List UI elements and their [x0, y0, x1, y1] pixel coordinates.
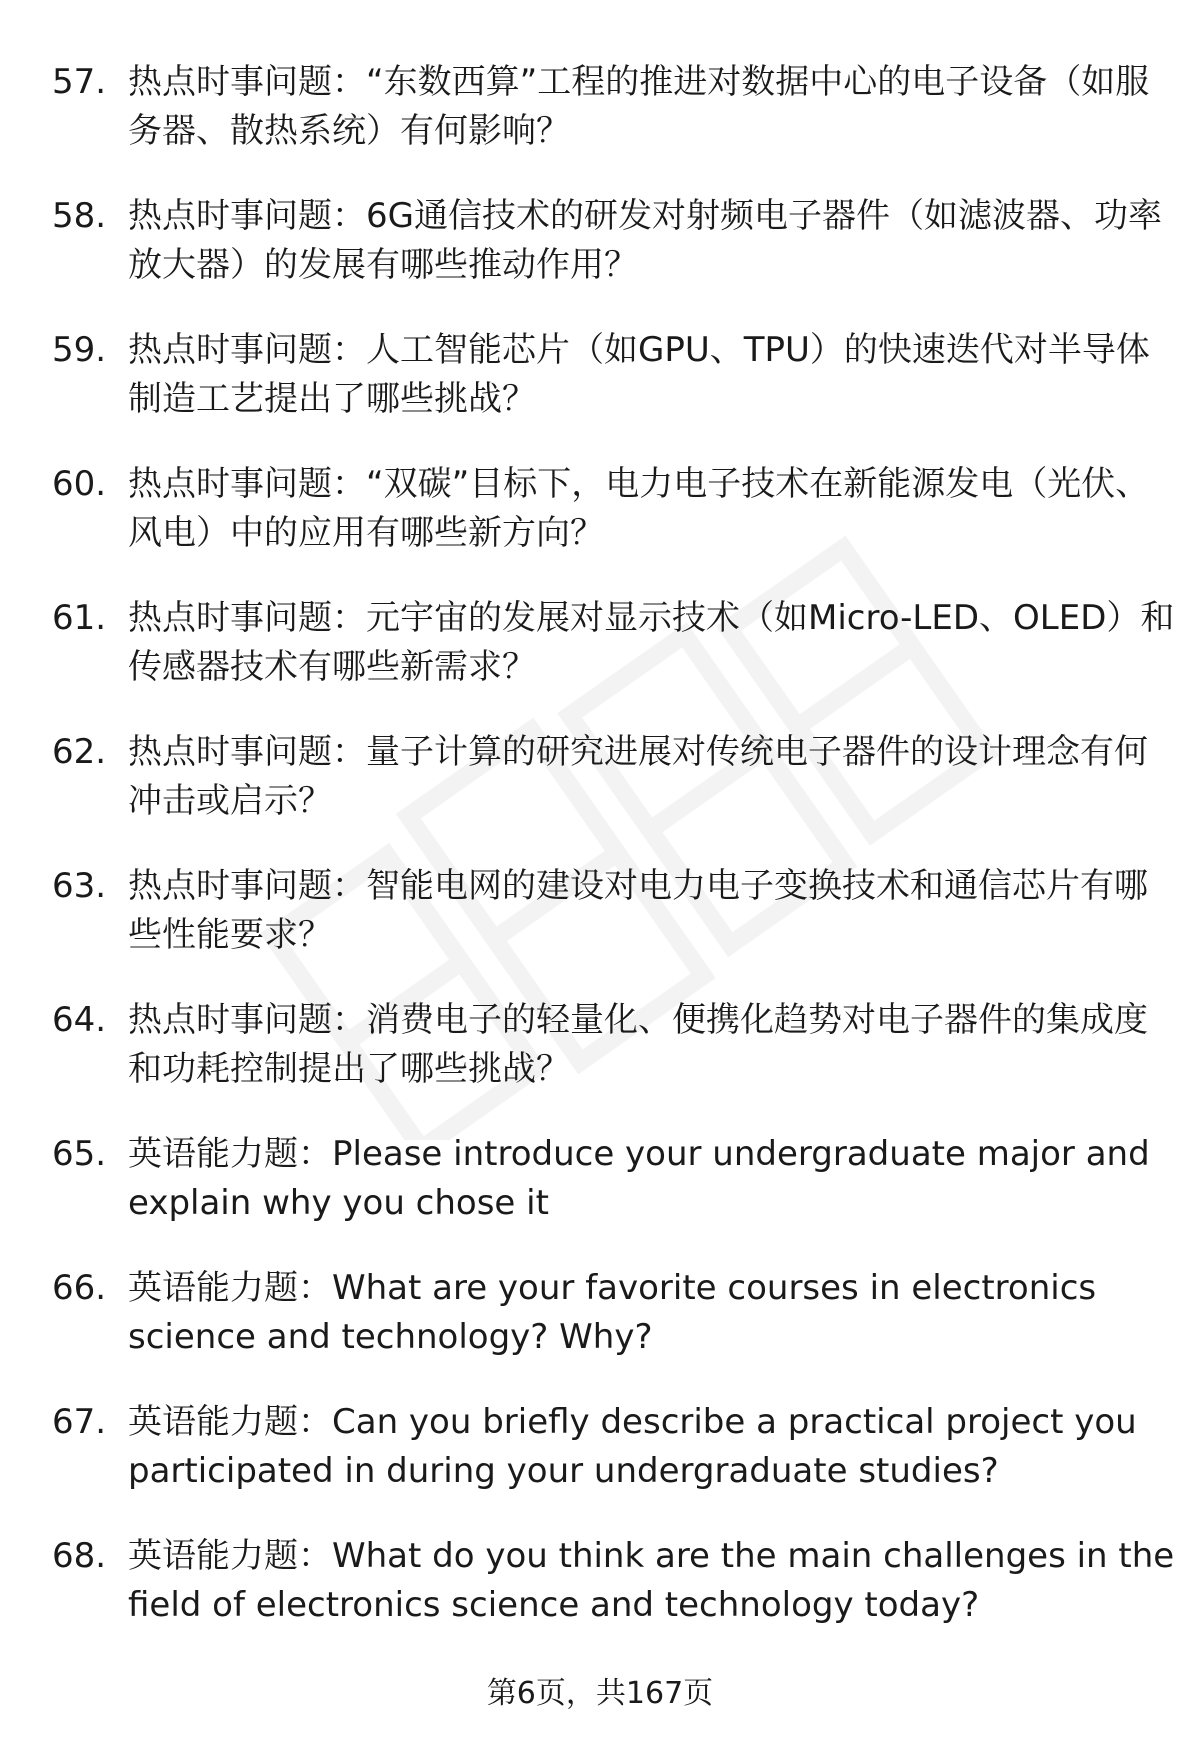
question-item [52, 1532, 1180, 1629]
question-number: 68. [52, 1536, 107, 1576]
question-number: 59. [52, 330, 107, 370]
question-text: 热点时事问题：6G通信技术的研发对射频电子器件（如滤波器、功率放大器）的发展有哪些推动作用？ [128, 196, 1162, 285]
question-text: 热点时事问题：元宇宙的发展对显示技术（如Micro-LED、OLED）和传感器技术有哪些新需求？ [128, 598, 1175, 687]
question-number: 66. [52, 1268, 107, 1308]
question-number: 61. [52, 598, 107, 638]
question-text: 英语能力题：Please introduce your undergraduate major and explain why you chose it [128, 1134, 1150, 1223]
question-text: 英语能力题：What do you think are the main challenges in the field of electronics science and technology today? [128, 1536, 1175, 1625]
question-number: 62. [52, 732, 107, 772]
question-item [52, 58, 1180, 155]
question-text: 热点时事问题：智能电网的建设对电力电子变换技术和通信芯片有哪些性能要求？ [128, 866, 1148, 955]
question-text: 英语能力题：Can you briefly describe a practical project you participated in during your undergraduate studies? [128, 1402, 1137, 1491]
question-item [52, 326, 1180, 423]
question-text: 热点时事问题：量子计算的研究进展对传统电子器件的设计理念有何冲击或启示？ [128, 732, 1148, 821]
question-number: 63. [52, 866, 107, 906]
question-number: 58. [52, 196, 107, 236]
question-text: 热点时事问题：“双碳”目标下，电力电子技术在新能源发电（光伏、风电）中的应用有哪些新方向？ [128, 464, 1150, 553]
question-text: 英语能力题：What are your favorite courses in electronics science and technology? Why? [128, 1268, 1097, 1357]
question-number: 60. [52, 464, 107, 504]
question-item [52, 1398, 1180, 1495]
question-number: 67. [52, 1402, 107, 1442]
question-text: 热点时事问题：消费电子的轻量化、便携化趋势对电子器件的集成度和功耗控制提出了哪些挑战？ [128, 1000, 1148, 1089]
page-footer [0, 1674, 1200, 1714]
question-item [52, 862, 1180, 959]
question-item [52, 192, 1180, 289]
page-number-label: 第6页，共167页 [486, 1676, 714, 1711]
question-text: 热点时事问题：人工智能芯片（如GPU、TPU）的快速迭代对半导体制造工艺提出了哪些挑战？ [128, 330, 1150, 419]
question-item [52, 460, 1180, 557]
question-number: 64. [52, 1000, 107, 1040]
question-text: 热点时事问题：“东数西算”工程的推进对数据中心的电子设备（如服务器、散热系统）有何影响？ [128, 62, 1150, 151]
question-item [52, 996, 1180, 1093]
question-item [52, 594, 1180, 691]
question-list [52, 58, 1180, 1629]
question-item [52, 728, 1180, 825]
question-number: 65. [52, 1134, 107, 1174]
question-item [52, 1130, 1180, 1227]
question-item [52, 1264, 1180, 1361]
question-number: 57. [52, 62, 107, 102]
